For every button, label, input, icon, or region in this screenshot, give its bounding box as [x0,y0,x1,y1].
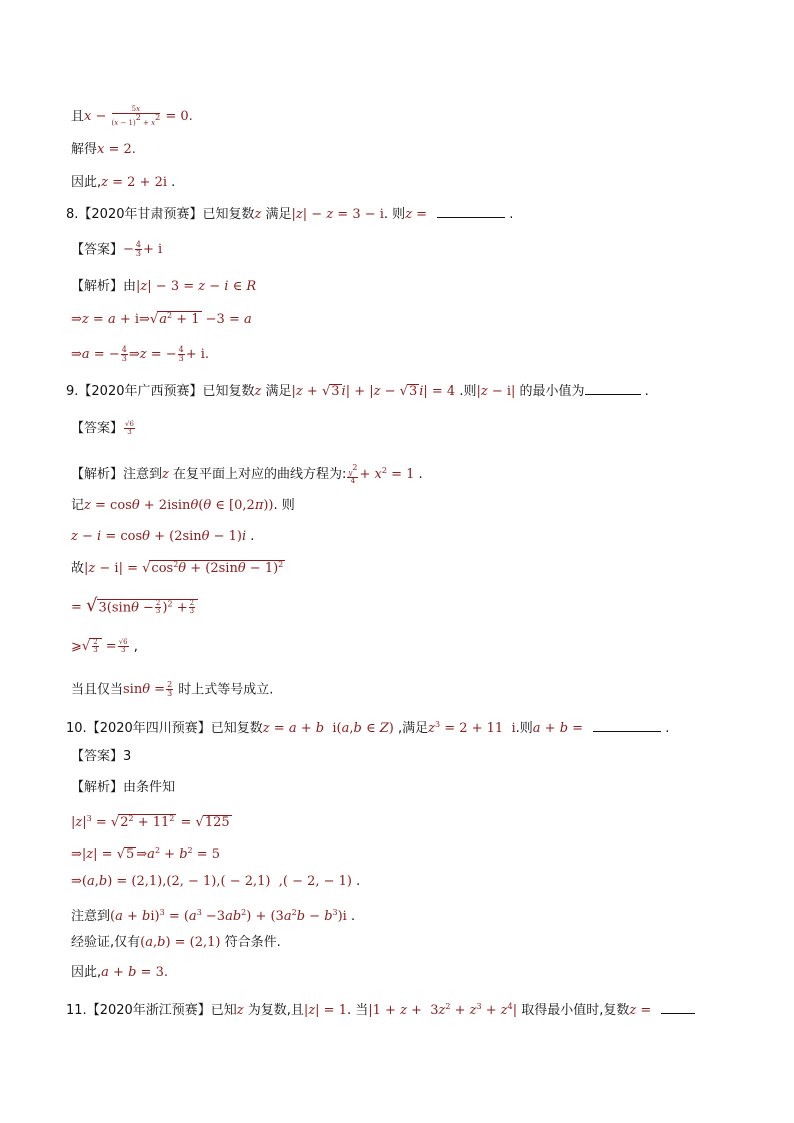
line-conclusion: 因此,z = 2 + 2i . [71,175,176,190]
math-expression: z = [405,207,428,222]
math-expression: $\frac{y^2}{4}$ + $x^2 = 1$ [348,462,415,485]
question-number: 11. [66,1003,87,1018]
text-yinci: 因此, [71,175,102,190]
math-z: z [236,1003,244,1018]
solution-text: 由条件知 [123,780,176,795]
question-text: 已知 [210,1003,237,1018]
answer-blank[interactable] [437,206,505,218]
math-expression: ⇒|z| = √5 $\Rightarrow a^2 + b^2 = 5$ [71,846,221,862]
question-number: 8. [66,207,79,222]
question-text: . 则 [383,207,406,222]
solution-tag: 【解析】 [71,780,124,795]
answer-value: 3 [123,749,132,764]
math-expression: $|z|^3 = √2^2 + 11^2 = √125$ [71,814,230,830]
question-text: 为复数,且 [243,1003,304,1018]
math-expression: sinθ = $\frac{2}{3}$ [123,680,173,699]
math-expression: z = 2 + 2i [101,175,168,190]
solution-9-line-3: z − i = cosθ + (2sinθ − 1)i . [71,529,255,544]
solution-text: 记 [71,498,85,513]
answer-9 [71,420,136,438]
solution-9-line-1: 【解析】注意到z 在复平面上对应的曲线方程为: $\frac{y^2}{4}$ + $x^2 = 1$ . [71,462,423,485]
math-z: z [162,467,169,482]
math-expression: ⇒a = − $\frac{4}{3}$ ⇒z = − $\frac{4}{3}$ + i. [71,345,210,364]
solution-10-line-4: ⇒(a,b) = (2,1),(2, − 1),( − 2,1) ,( − 2, − 1) . [71,874,361,889]
solution-8-line-1 [71,278,256,296]
question-text: .则 [455,384,477,399]
solution-text: 时上式等号成立. [174,682,274,698]
math-expression: |z| − 3 = z − i ∈ R [136,279,257,294]
solution-10-line-6 [71,934,281,952]
answer-tag: 【答案】 [71,242,124,258]
question-text: 满足 [261,207,292,222]
solution-10-line-5: 注意到$(a + bi)^3 = (a^3 -3ab^2) + (3a^2b - b^3)i$ . [71,908,356,924]
math-expression: $|z - i| = √\cos^2\theta + (2\sin\theta - 1)^2$ [84,560,284,576]
math-expression: z − i = cosθ + (2sinθ − 1)i [71,529,247,544]
solution-8-line-3 [71,346,209,364]
punct: . [644,384,649,399]
question-text: .则 [515,721,533,736]
solution-9-line-4 [71,560,285,578]
punct: . [509,207,514,222]
answer-blank[interactable] [661,1002,695,1014]
question-source: 【2020年广西预赛】 [78,384,203,399]
solution-tag: 【解析】 [71,279,124,294]
math-expression: $|1 + z + 3z^2 + z^3 + z^4|$ [368,1002,518,1018]
solution-9-line-5 [71,597,198,617]
math-expression: a + b = 3. [101,965,168,980]
question-text: . 当 [346,1003,369,1018]
question-text: 已知复数 [210,721,263,736]
answer-blank[interactable] [585,383,641,395]
question-text: 取得最小值时,复数 [517,1003,630,1018]
solution-9-line-2 [71,497,295,515]
math-expression: $(a + bi)^3 = (a^3 -3ab^2) + (3a^2b - b^3)i$ [110,908,347,924]
question-source: 【2020年甘肃预赛】 [78,207,203,222]
question-text: 满足 [261,384,292,399]
punct: . [665,721,670,736]
question-9 [66,383,649,401]
solution-text: 注意到 [71,909,111,924]
math-expression: x = 2. [97,142,136,157]
math-expression: ⇒(a,b) = (2,1),(2, − 1),( − 2,1) ,( − 2, − 1) [71,874,352,889]
solution-text: 在复平面上对应的曲线方程为: [168,467,347,482]
math-expression: − $\frac{4}{3}$ + i [123,240,163,259]
question-source: 【2020年四川预赛】 [86,721,211,736]
math-expression: |z| − z = 3 − i [291,207,384,222]
math-expression: a + b = [532,721,584,736]
answer-8 [71,241,162,259]
solution-10-line-2 [71,810,232,832]
question-text: 已知复数 [202,384,255,399]
solution-10-line-1 [71,779,175,797]
math-expression: $z^3 = 2 + 11$ i [428,720,516,736]
math-expression: z = cosθ + 2isinθ(θ ∈ [0,2π)) [84,498,274,513]
question-text: 的最小值为 [515,384,585,399]
solution-9-line-6: ⩾√ $\frac{2}{3}$ = $\frac{√6}{3}$ , [71,638,138,655]
solution-10-line-7 [71,964,168,982]
math-expression: z = [629,1003,652,1018]
question-text: ,满足 [393,721,429,736]
answer-tag: 【答案】 [71,749,124,764]
question-text: 已知复数 [202,207,255,222]
question-number: 10. [66,721,87,736]
solution-text: 由 [123,279,137,294]
solution-text: 符合条件. [220,935,281,950]
line-solve-result [71,141,136,159]
math-expression: x − $\frac{5x}{(x - 1)^2 + x^2}$ = 0. [84,105,193,128]
text-qie: 且 [71,109,85,125]
math-expression: (a,b) = (2,1) [140,935,221,950]
math-z: z [254,384,262,399]
math-expression: $\frac{√6}{3}$ [125,419,134,436]
math-expression: = √3(sinθ − $\frac{2}{3}$ )$^2$ + $\frac{2}{3}$ [71,600,198,615]
math-z: z [254,207,262,222]
solution-10-line-3 [71,842,220,864]
question-number: 9. [66,384,79,399]
math-expression: ⩾√ $\frac{2}{3}$ = $\frac{√6}{3}$ [71,638,128,655]
solution-9-line-7 [71,681,273,699]
solution-8-line-2 [71,311,252,329]
question-source: 【2020年浙江预赛】 [86,1003,211,1018]
math-expression: |z + √3 i| + |z − √3 i| = 4 [291,384,456,399]
text-jiede: 解得 [71,142,98,157]
question-8 [66,206,513,224]
math-expression: ⇒z = $a + i\Rightarrow√a^2 + 1 -3 = a$ [71,311,252,327]
math-expression: |z| = 1 [303,1003,347,1018]
answer-10 [71,748,131,766]
solution-text: 经验证,仅有 [71,935,141,950]
math-expression: |z − i| [476,384,516,399]
answer-blank[interactable] [593,720,661,732]
question-10 [66,716,669,738]
solution-tag: 【解析】 [71,467,124,482]
solution-text: 注意到 [123,467,163,482]
solution-text: 当且仅当 [71,682,124,698]
solution-text: . 则 [273,498,295,513]
math-expression: z = a + b i(a,b ∈ Z) [262,721,394,736]
solution-text: 因此, [71,965,102,980]
question-11 [66,998,695,1020]
answer-tag: 【答案】 [71,421,124,436]
solution-text: 故 [71,561,85,576]
line-solution-equation [71,106,193,128]
